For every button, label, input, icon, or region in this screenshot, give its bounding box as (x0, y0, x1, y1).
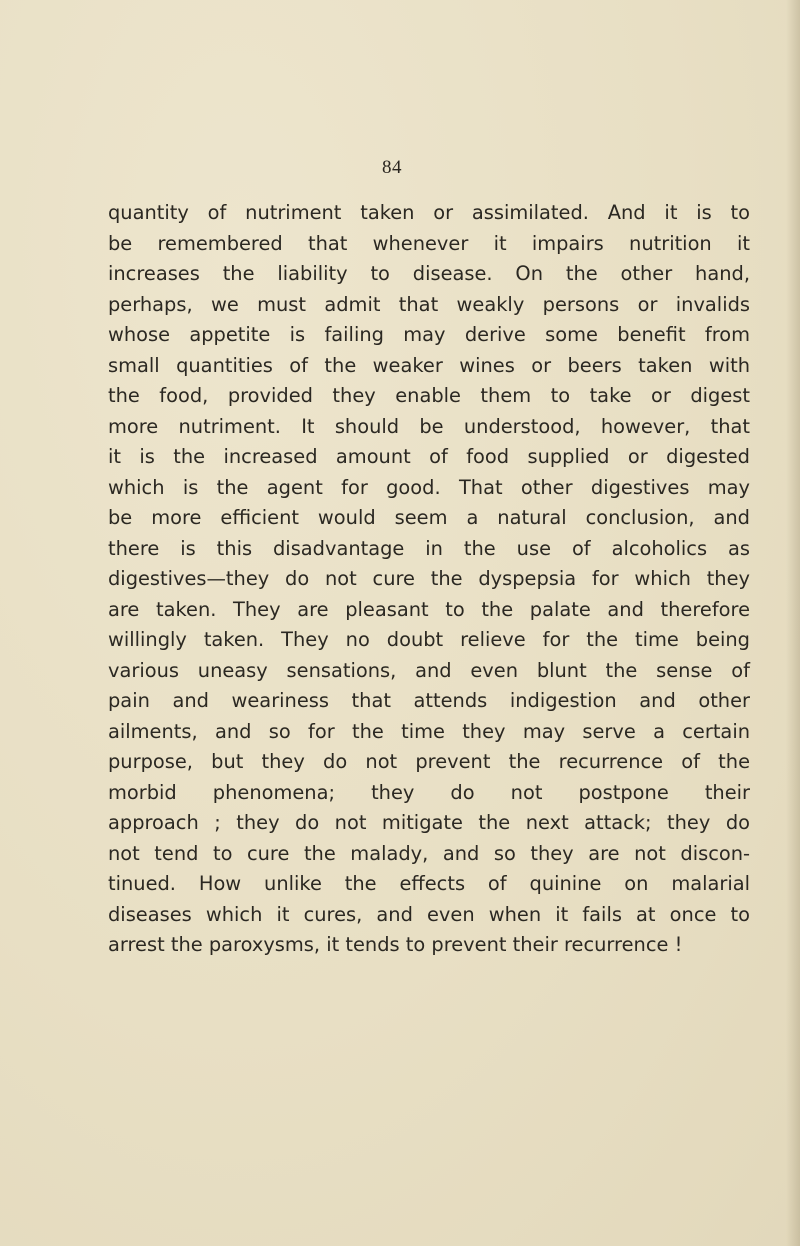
text-line: not tend to cure the malady, and so they are not discon- (108, 841, 750, 865)
text-line: the food, provided they enable them to take or digest (108, 384, 750, 407)
body-paragraph (108, 198, 750, 961)
text-line: more nutriment. It should be understood, however, that (108, 414, 750, 438)
text-line: purpose, but they do not prevent the recurrence of the (108, 750, 750, 773)
text-line: diseases which it cures, and even when it fails at once to (108, 902, 750, 926)
text-line: various uneasy sensations, and even blunt the sense of (108, 658, 750, 682)
text-line: it is the increased amount of food supplied or digested (108, 445, 750, 468)
text-line: digestives—they do not cure the dyspepsia for which they (108, 567, 750, 590)
text-line: arrest the paroxysms, it tends to prevent their recurrence ! (108, 933, 683, 956)
text-line: whose appetite is failing may derive some benefit from (108, 323, 750, 346)
text-line: morbid phenomena; they do not postpone their (108, 780, 750, 804)
text-line: there is this disadvantage in the use of alcoholics as (108, 536, 750, 560)
text-line: small quantities of the weaker wines or beers taken with (108, 353, 750, 377)
text-line: be more efficient would seem a natural conclusion, and (108, 506, 750, 529)
text-line: willingly taken. They no doubt relieve for the time being (108, 628, 750, 651)
page-number: 84 (382, 157, 402, 178)
text-line: ailments, and so for the time they may serve a certain (108, 719, 750, 743)
text-line: tinued. How unlike the effects of quinine on malarial (108, 872, 750, 895)
text-line: are taken. They are pleasant to the palate and therefore (108, 597, 750, 621)
page-edge-shadow (786, 0, 800, 1246)
text-line: pain and weariness that attends indigestion and other (108, 689, 750, 712)
text-line: which is the agent for good. That other digestives may (108, 475, 750, 499)
text-line: be remembered that whenever it impairs nutrition it (108, 231, 750, 255)
text-line: approach ; they do not mitigate the next attack; they do (108, 811, 750, 834)
text-line: increases the liability to disease. On the other hand, (108, 262, 750, 285)
text-line: quantity of nutriment taken or assimilated. And it is to (108, 201, 750, 224)
text-line: perhaps, we must admit that weakly persons or invalids (108, 292, 750, 316)
